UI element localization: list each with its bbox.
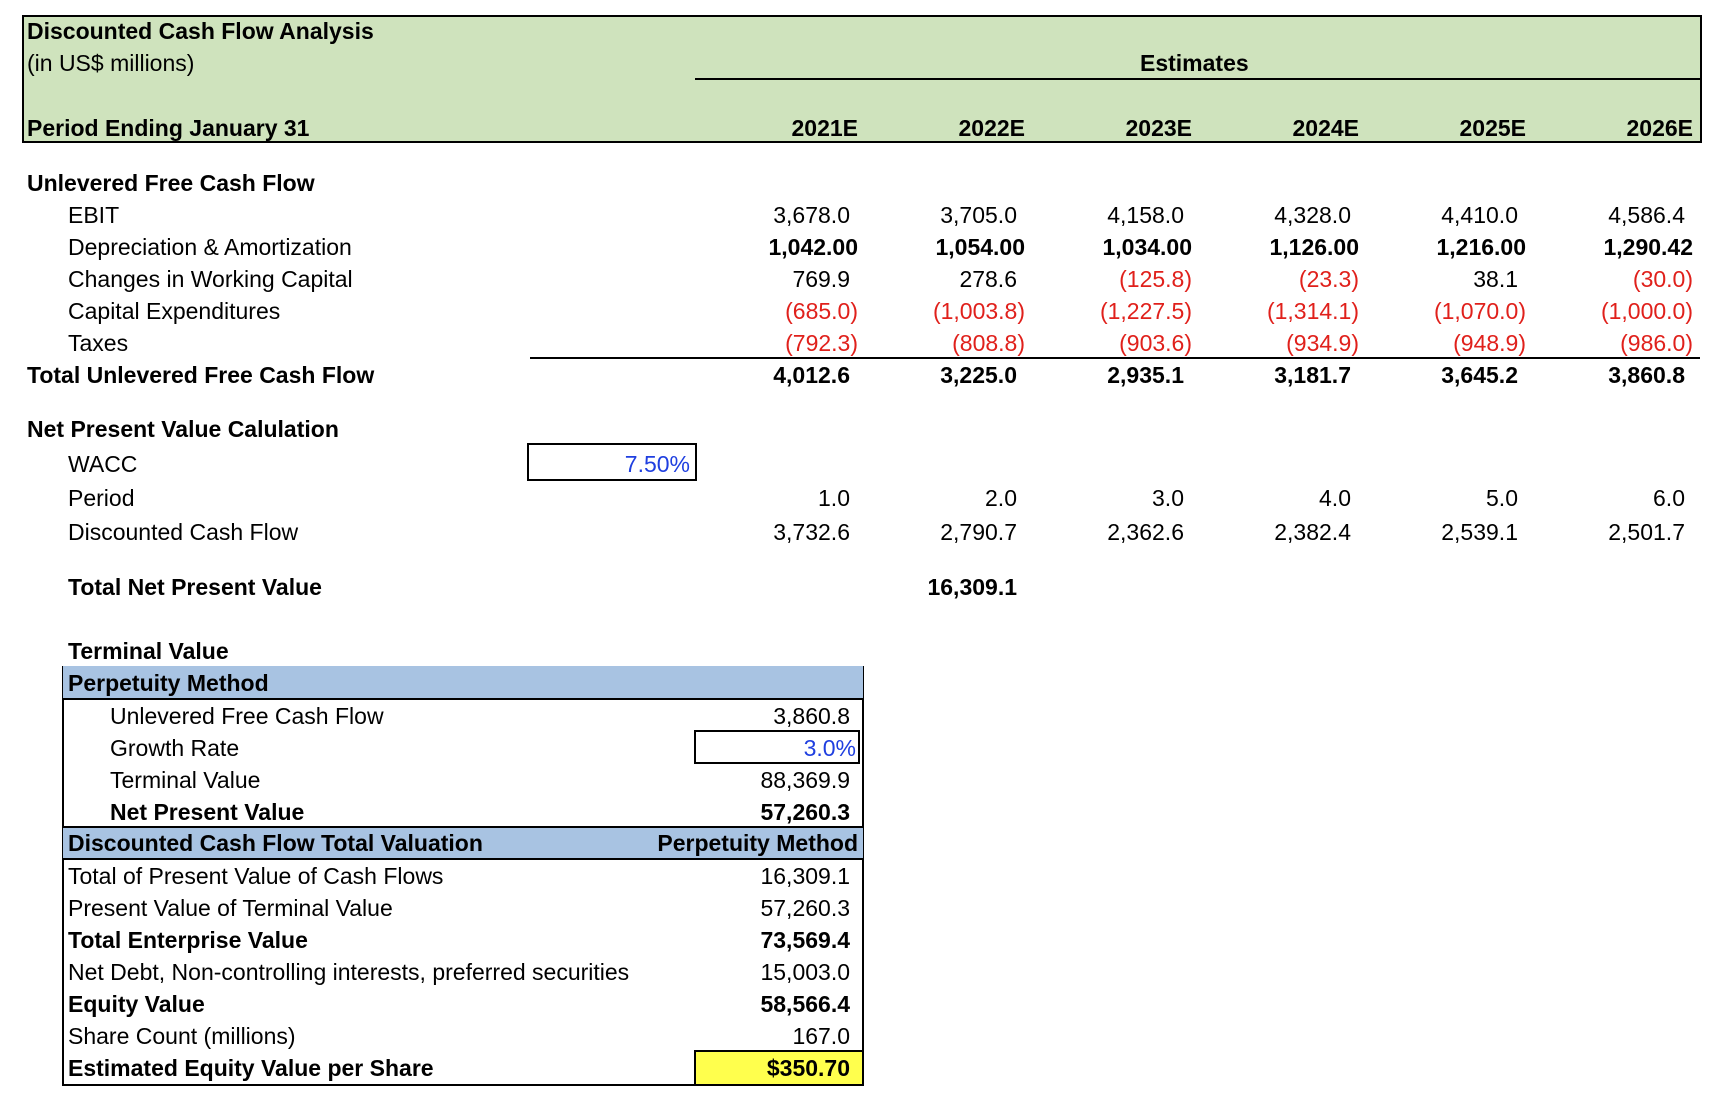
cell-value: 4,410.0 — [1441, 202, 1518, 228]
wacc-value: 7.50% — [624, 451, 690, 477]
estimates-underline — [695, 78, 1700, 80]
cell-value: 58,566.4 — [760, 991, 850, 1017]
cell-value: 1,290.42 — [1603, 234, 1693, 260]
cell-value-negative: (934.9) — [1286, 330, 1359, 356]
row-label: Period — [68, 485, 135, 511]
row-label: Equity Value — [68, 991, 205, 1017]
estimates-label: Estimates — [1140, 50, 1249, 76]
row-label: Total Enterprise Value — [68, 927, 308, 953]
tv-ufcf-label: Unlevered Free Cash Flow — [110, 703, 384, 729]
row-label: Total Unlevered Free Cash Flow — [27, 362, 375, 388]
row-label: Depreciation & Amortization — [68, 234, 352, 260]
valuation-method-label: Perpetuity Method — [657, 830, 858, 856]
cell-value: 4,328.0 — [1274, 202, 1351, 228]
cell-value: 1,042.00 — [768, 234, 858, 260]
growth-rate-label: Growth Rate — [110, 735, 240, 761]
cell-value-negative: (125.8) — [1119, 266, 1192, 292]
cell-value: 1,034.00 — [1102, 234, 1192, 260]
row-label: Capital Expenditures — [68, 298, 281, 324]
cell-value-negative: (1,000.0) — [1600, 298, 1693, 324]
cell-value-negative: (808.8) — [952, 330, 1025, 356]
year-header-2024: 2024E — [1292, 115, 1359, 141]
cell-value: 3,225.0 — [940, 362, 1017, 388]
row-label: EBIT — [68, 202, 120, 228]
cell-value: 38.1 — [1473, 266, 1518, 292]
cell-value: 3,732.6 — [773, 519, 850, 545]
row-label: Estimated Equity Value per Share — [68, 1055, 434, 1081]
row-label: Taxes — [68, 330, 129, 356]
cell-value: 2,362.6 — [1107, 519, 1184, 545]
cell-value: 3,645.2 — [1441, 362, 1518, 388]
cell-value: 1.0 — [818, 485, 850, 511]
npv-section-label: Net Present Value Calulation — [27, 416, 339, 442]
tv-ufcf-value: 3,860.8 — [773, 703, 850, 729]
row-label: Total of Present Value of Cash Flows — [68, 863, 444, 889]
year-header-2022: 2022E — [958, 115, 1025, 141]
cell-value-negative: (792.3) — [785, 330, 858, 356]
cell-value: 2,935.1 — [1107, 362, 1184, 388]
cell-value: 73,569.4 — [760, 927, 850, 953]
cell-value: 2,382.4 — [1274, 519, 1351, 545]
cell-value-negative: (30.0) — [1632, 266, 1693, 292]
cell-value-negative: (986.0) — [1620, 330, 1693, 356]
cell-value: 4,586.4 — [1608, 202, 1685, 228]
row-label: Present Value of Terminal Value — [68, 895, 393, 921]
cell-value-negative: (903.6) — [1119, 330, 1192, 356]
period-ending-label: Period Ending January 31 — [27, 115, 310, 141]
wacc-label: WACC — [68, 451, 138, 477]
total-npv-label: Total Net Present Value — [68, 574, 322, 600]
cell-value: 2,501.7 — [1608, 519, 1685, 545]
ufcf-section-label: Unlevered Free Cash Flow — [27, 170, 315, 196]
row-label: Net Debt, Non-controlling interests, preferred securities — [68, 959, 630, 985]
cell-value: 2.0 — [985, 485, 1017, 511]
cell-value: 2,539.1 — [1441, 519, 1518, 545]
terminal-value-value: 88,369.9 — [760, 767, 850, 793]
cell-value-negative: (1,314.1) — [1266, 298, 1359, 324]
cell-value: 1,054.00 — [935, 234, 1025, 260]
cell-value: 4,158.0 — [1107, 202, 1184, 228]
cell-value-negative: (1,003.8) — [932, 298, 1025, 324]
tv-npv-label: Net Present Value — [110, 799, 305, 825]
row-label: Share Count (millions) — [68, 1023, 296, 1049]
perpetuity-method-label: Perpetuity Method — [68, 670, 269, 696]
cell-value: 2,790.7 — [940, 519, 1017, 545]
growth-rate-value: 3.0% — [803, 735, 856, 761]
cell-value: 3,181.7 — [1274, 362, 1351, 388]
cell-value: 278.6 — [959, 266, 1017, 292]
cell-value: 5.0 — [1486, 485, 1518, 511]
cell-value-negative: (1,070.0) — [1433, 298, 1526, 324]
terminal-section-label: Terminal Value — [68, 638, 229, 664]
valuation-header-label: Discounted Cash Flow Total Valuation — [68, 830, 483, 856]
equity-per-share-value: $350.70 — [766, 1055, 850, 1081]
cell-value: 57,260.3 — [760, 895, 850, 921]
cell-value: 3,705.0 — [940, 202, 1017, 228]
cell-value: 4.0 — [1319, 485, 1351, 511]
cell-value: 16,309.1 — [760, 863, 850, 889]
tv-npv-value: 57,260.3 — [760, 799, 850, 825]
sheet-subtitle: (in US$ millions) — [27, 50, 195, 76]
cell-value-negative: (685.0) — [785, 298, 858, 324]
cell-value: 15,003.0 — [760, 959, 850, 985]
cell-value-negative: (23.3) — [1298, 266, 1359, 292]
cell-value: 167.0 — [792, 1023, 850, 1049]
cell-value: 3.0 — [1152, 485, 1184, 511]
cell-value: 6.0 — [1653, 485, 1685, 511]
cell-value: 1,216.00 — [1436, 234, 1526, 260]
sheet-title: Discounted Cash Flow Analysis — [27, 18, 374, 44]
year-header-2025: 2025E — [1459, 115, 1526, 141]
cell-value: 4,012.6 — [773, 362, 850, 388]
cell-value-negative: (1,227.5) — [1099, 298, 1192, 324]
cell-value: 1,126.00 — [1269, 234, 1359, 260]
terminal-value-label: Terminal Value — [110, 767, 261, 793]
cell-value: 769.9 — [792, 266, 850, 292]
row-label: Changes in Working Capital — [68, 266, 353, 292]
year-header-2021: 2021E — [791, 115, 858, 141]
cell-value-negative: (948.9) — [1453, 330, 1526, 356]
total-npv-value: 16,309.1 — [927, 574, 1017, 600]
total-divider — [530, 357, 1700, 359]
row-label: Discounted Cash Flow — [68, 519, 299, 545]
cell-value: 3,678.0 — [773, 202, 850, 228]
year-header-2026: 2026E — [1626, 115, 1693, 141]
year-header-2023: 2023E — [1125, 115, 1192, 141]
cell-value: 3,860.8 — [1608, 362, 1685, 388]
